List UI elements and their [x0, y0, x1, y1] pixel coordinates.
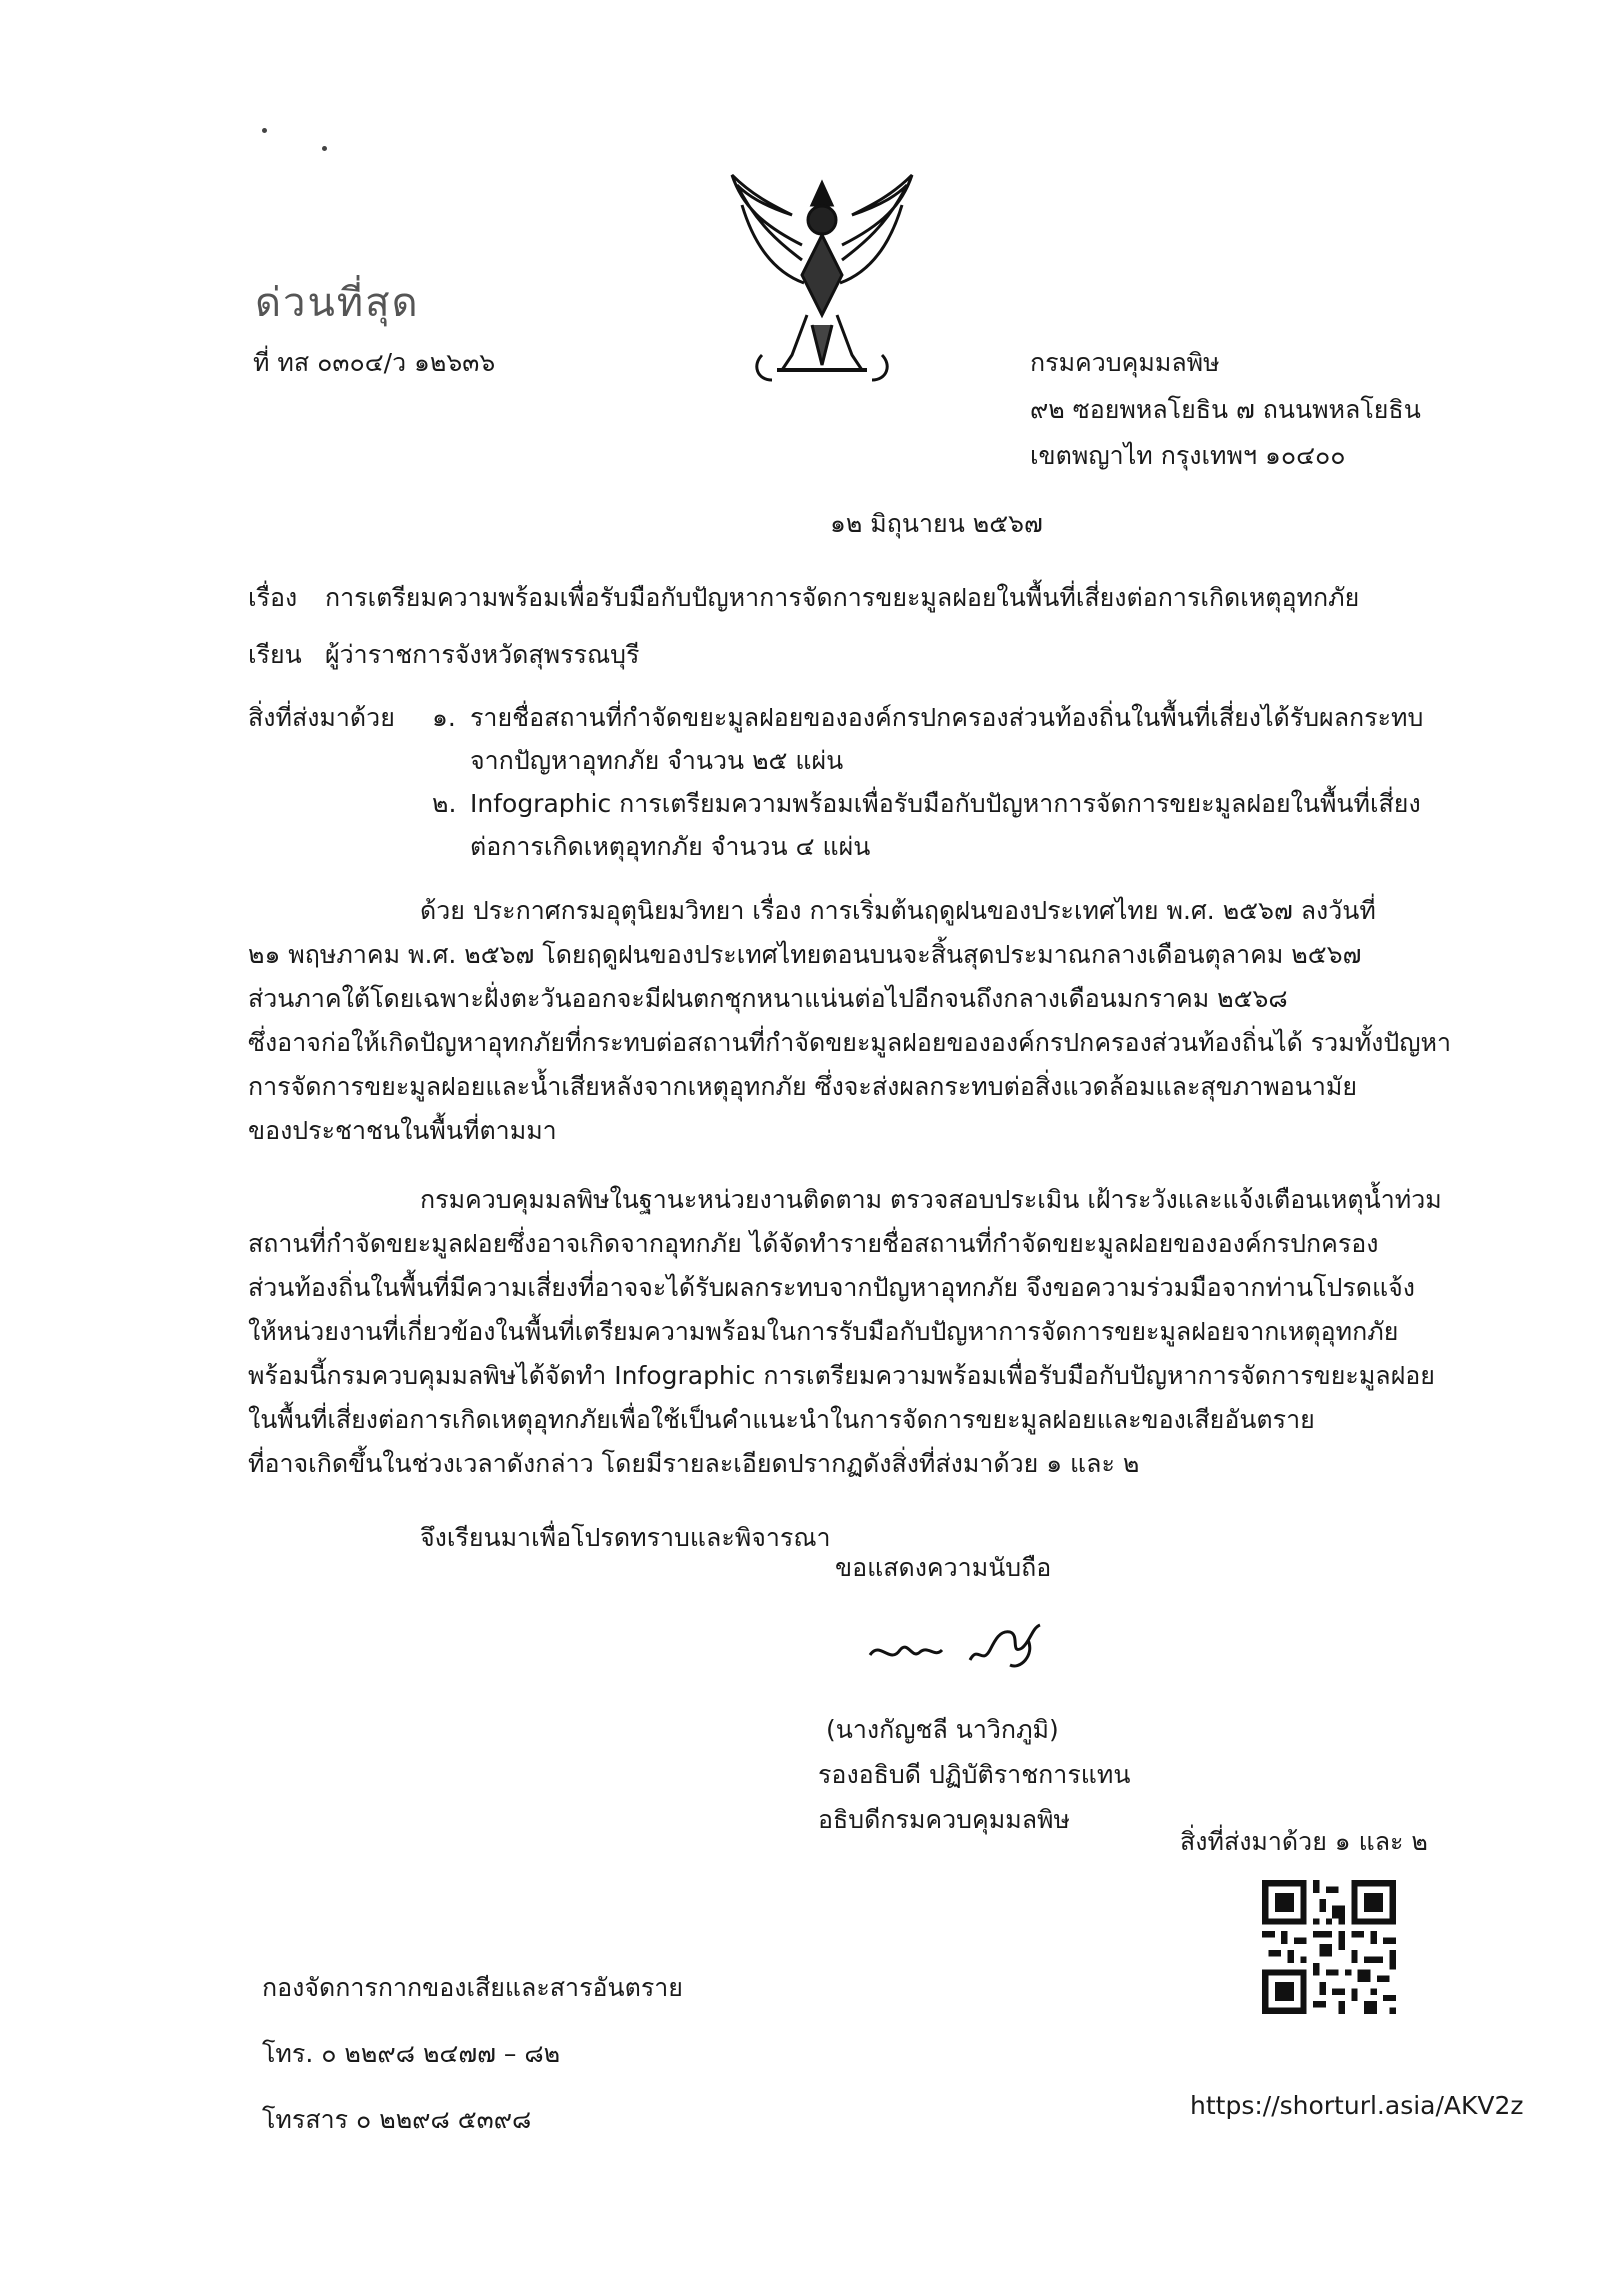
enclosure-text: จากปัญหาอุทกภัย จำนวน ๒๕ แผ่น	[470, 746, 844, 775]
paragraph-line: ให้หน่วยงานที่เกี่ยวข้องในพื้นที่เตรียมความพร้อมในการรับมือกับปัญหาการจัดการขยะมูลฝอยจากเหตุอุทกภัย	[248, 1317, 1399, 1346]
subject-text: การเตรียมความพร้อมเพื่อรับมือกับปัญหาการจัดการขยะมูลฝอยในพื้นที่เสี่ยงต่อการเกิดเหตุอุทกภัย	[325, 583, 1360, 612]
agency-address-district: เขตพญาไท กรุงเทพฯ ๑๐๔๐๐	[1030, 441, 1346, 470]
scan-speck	[322, 146, 327, 151]
signer-position-title: อธิบดีกรมควบคุมมลพิษ	[818, 1805, 1071, 1834]
paragraph-line: พร้อมนี้กรมควบคุมมลพิษได้จัดทำ Infographic การเตรียมความพร้อมเพื่อรับมือกับปัญหาการจัดการขยะมูลฝอย	[248, 1361, 1435, 1390]
signature-icon	[860, 1610, 1100, 1690]
scan-speck	[262, 128, 267, 133]
paragraph-line: ของประชาชนในพื้นที่ตามมา	[248, 1116, 557, 1145]
reference-number: ที่ ทส ๐๓๐๔/ว ๑๒๖๓๖	[253, 348, 496, 377]
enclosures-label: สิ่งที่ส่งมาด้วย	[248, 703, 395, 732]
recipient-text: ผู้ว่าราชการจังหวัดสุพรรณบุรี	[325, 640, 640, 669]
short-url-link[interactable]: https://shorturl.asia/AKV2z	[1190, 2091, 1524, 2120]
paragraph-line: การจัดการขยะมูลฝอยและน้ำเสียหลังจากเหตุอุทกภัย ซึ่งจะส่งผลกระทบต่อสิ่งแวดล้อมและสุขภาพอนามัย	[248, 1072, 1358, 1101]
footer-division: กองจัดการกากของเสียและสารอันตราย	[262, 1973, 683, 2002]
qr-code-icon	[1262, 1880, 1396, 2014]
agency-name: กรมควบคุมมลพิษ	[1030, 348, 1220, 377]
letter-date: ๑๒ มิถุนายน ๒๕๖๗	[830, 509, 1043, 538]
regards-text: ขอแสดงความนับถือ	[835, 1553, 1052, 1582]
footer-phone: โทร. ๐ ๒๒๙๘ ๒๔๗๗ – ๘๒	[262, 2039, 561, 2068]
signer-position: รองอธิบดี ปฏิบัติราชการแทน	[818, 1760, 1131, 1789]
footer-fax: โทรสาร ๐ ๒๒๙๘ ๕๓๙๘	[262, 2105, 532, 2134]
paragraph-line: ส่วนท้องถิ่นในพื้นที่มีความเสี่ยงที่อาจจะได้รับผลกระทบจากปัญหาอุทกภัย จึงขอความร่วมมือจากท่านโปรดแจ้ง	[248, 1273, 1416, 1302]
garuda-emblem-icon	[722, 165, 922, 385]
recipient-label: เรียน	[248, 640, 302, 669]
subject-label: เรื่อง	[248, 583, 298, 612]
enclosure-text: รายชื่อสถานที่กำจัดขยะมูลฝอยขององค์กรปกครองส่วนท้องถิ่นในพื้นที่เสี่ยงได้รับผลกระทบ	[470, 703, 1424, 732]
paragraph-line: ซึ่งอาจก่อให้เกิดปัญหาอุทกภัยที่กระทบต่อสถานที่กำจัดขยะมูลฝอยขององค์กรปกครองส่วนท้องถิ่นได้ รวมทั้งปัญหา	[248, 1028, 1452, 1057]
urgency-stamp: ด่วนที่สุด	[255, 280, 420, 326]
enclosure-text: ต่อการเกิดเหตุอุทกภัย จำนวน ๔ แผ่น	[470, 832, 871, 861]
closing-request: จึงเรียนมาเพื่อโปรดทราบและพิจารณา	[420, 1523, 831, 1552]
enclosure-number: ๑.	[432, 703, 456, 732]
paragraph-line: สถานที่กำจัดขยะมูลฝอยซึ่งอาจเกิดจากอุทกภัย ได้จัดทำรายชื่อสถานที่กำจัดขยะมูลฝอยขององค์กรปกครอง	[248, 1229, 1379, 1258]
attachment-note: สิ่งที่ส่งมาด้วย ๑ และ ๒	[1180, 1827, 1428, 1856]
paragraph-line: ที่อาจเกิดขึ้นในช่วงเวลาดังกล่าว โดยมีรายละเอียดปรากฏดังสิ่งที่ส่งมาด้วย ๑ และ ๒	[248, 1449, 1140, 1478]
paragraph-line: ในพื้นที่เสี่ยงต่อการเกิดเหตุอุทกภัยเพื่อใช้เป็นคำแนะนำในการจัดการขยะมูลฝอยและของเสียอันตราย	[248, 1405, 1315, 1434]
signer-name: (นางกัญชลี นาวิกภูมิ)	[826, 1715, 1059, 1744]
enclosure-number: ๒.	[432, 789, 457, 818]
agency-address-street: ๙๒ ซอยพหลโยธิน ๗ ถนนพหลโยธิน	[1030, 395, 1421, 424]
paragraph-line: ส่วนภาคใต้โดยเฉพาะฝั่งตะวันออกจะมีฝนตกชุกหนาแน่นต่อไปอีกจนถึงกลางเดือนมกราคม ๒๕๖๘	[248, 984, 1288, 1013]
enclosure-text: Infographic การเตรียมความพร้อมเพื่อรับมือกับปัญหาการจัดการขยะมูลฝอยในพื้นที่เสี่ยง	[470, 789, 1421, 818]
paragraph-line: ๒๑ พฤษภาคม พ.ศ. ๒๕๖๗ โดยฤดูฝนของประเทศไทยตอนบนจะสิ้นสุดประมาณกลางเดือนตุลาคม ๒๕๖๗	[248, 940, 1362, 969]
paragraph-line: กรมควบคุมมลพิษในฐานะหน่วยงานติดตาม ตรวจสอบประเมิน เฝ้าระวังและแจ้งเตือนเหตุน้ำท่วม	[420, 1185, 1442, 1214]
paragraph-line: ด้วย ประกาศกรมอุตุนิยมวิทยา เรื่อง การเริ่มต้นฤดูฝนของประเทศไทย พ.ศ. ๒๕๖๗ ลงวันที่	[420, 896, 1376, 925]
